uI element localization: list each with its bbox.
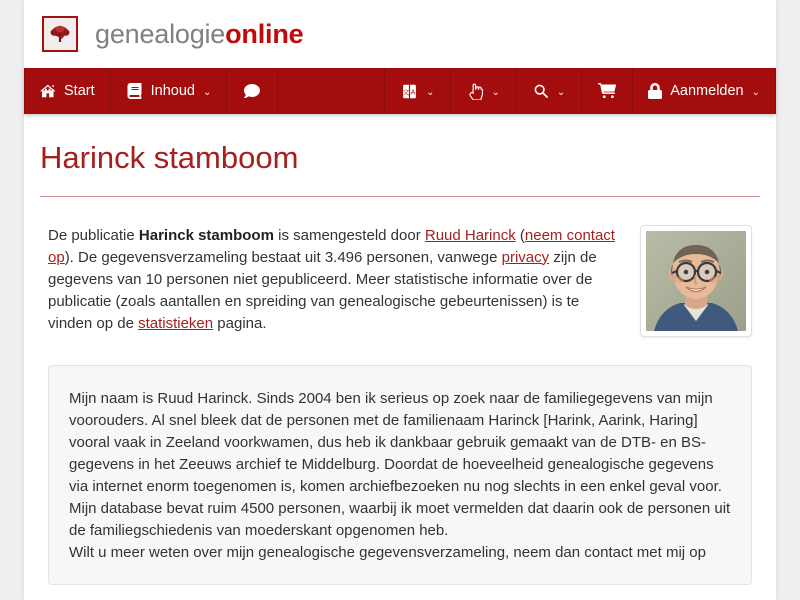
brand-header <box>24 0 776 68</box>
intro-text-2: is samengesteld door <box>273 226 425 244</box>
contact-link[interactable]: neem contact op <box>48 226 615 266</box>
nav-item-winkelwagen[interactable] <box>582 68 633 114</box>
publication-intro <box>40 225 760 337</box>
intro-text-1: De publicatie <box>48 226 139 244</box>
author-bio-panel <box>48 365 752 585</box>
author-photo-frame <box>640 225 752 337</box>
main-content <box>24 140 776 585</box>
svg-text:A: A <box>410 87 416 96</box>
hand-pointer-icon <box>467 83 483 100</box>
nav-item-start[interactable] <box>24 68 111 114</box>
nav-item-taal[interactable] <box>385 68 451 114</box>
page-title: Harinck stamboom <box>40 140 299 175</box>
search-icon <box>533 83 549 99</box>
intro-text-6: pagina. <box>213 314 267 332</box>
brand-wordmark[interactable] <box>95 19 303 50</box>
shopping-cart-icon <box>598 83 616 99</box>
chevron-down-icon: ⌄ <box>491 86 500 98</box>
intro-paragraph <box>48 225 622 335</box>
nav-item-zoeken[interactable] <box>517 68 582 114</box>
publication-name: Harinck stamboom <box>138 226 274 244</box>
chevron-down-icon: ⌄ <box>751 86 760 98</box>
brand-name-secondary: online <box>225 18 304 49</box>
svg-text:文: 文 <box>402 87 410 96</box>
nav-label-start: Start <box>64 83 95 99</box>
translate-book-icon <box>401 83 418 100</box>
title-divider <box>40 196 760 197</box>
intro-text-3: ( <box>515 226 525 244</box>
portrait-photo-ruud-harinck <box>646 231 746 331</box>
main-navigation <box>24 68 776 114</box>
brand-name-primary: genealogie <box>95 18 226 49</box>
book-icon <box>126 83 143 99</box>
chevron-down-icon: ⌄ <box>556 86 566 98</box>
chevron-down-icon: ⌄ <box>426 86 435 98</box>
bio-paragraph-1: Mijn naam is Ruud Harinck. Sinds 2004 ben ik serieus op zoek naar de familiegegevens van mijn voorouders. Al snel bleek dat de personen met de familienaam Harinck [Harink, Aarink, Haring] vooral vaak in Zeeland voorkwamen, dus heb ik dankbaar gebruik gemaakt van de DTB- en BS-gegevens in het Zeeuws archief te Middelburg. Doordat de hoeveelheid genealogische gegevens via internet enorm toegenomen is, komen archiefbezoeken nu nog slechts in een enkel geval voor. <box>69 389 722 495</box>
bio-paragraph-2: Mijn database bevat ruim 4500 personen, waarbij ik moet vermelden dat daarin ook de personen uit de familiegschiedenis van moederskant opgenomen heb. <box>69 499 731 539</box>
tree-logo-icon[interactable] <box>42 16 78 52</box>
nav-spacer <box>278 68 385 114</box>
nav-item-reacties[interactable] <box>227 68 278 114</box>
comment-icon <box>243 83 261 99</box>
page-container <box>24 0 776 600</box>
intro-text-4: ). De gegevensverzameling bestaat uit 3.496 personen, vanwege <box>64 248 502 266</box>
nav-item-hulp[interactable] <box>451 68 516 114</box>
chevron-down-icon: ⌄ <box>202 86 212 98</box>
author-link[interactable]: Ruud Harinck <box>424 226 516 244</box>
nav-label-inhoud: Inhoud <box>150 83 195 99</box>
nav-label-aanmelden: Aanmelden <box>670 83 744 99</box>
statistics-link[interactable]: statistieken <box>138 314 214 332</box>
privacy-link[interactable]: privacy <box>501 248 550 266</box>
bio-paragraph-3: Wilt u meer weten over mijn genealogische gegevensverzameling, neem dan contact met mij op <box>69 543 706 561</box>
nav-item-inhoud[interactable] <box>111 68 228 114</box>
lock-icon <box>648 83 662 99</box>
nav-item-aanmelden[interactable] <box>633 68 776 114</box>
home-icon <box>40 83 56 99</box>
intro-text-5: zijn de gegevens van 10 personen niet gepubliceerd. Meer statistische informatie over de publicatie (zoals aantallen en spreiding van genealogische gebeurtenissen) is te vinden op de <box>48 248 597 332</box>
